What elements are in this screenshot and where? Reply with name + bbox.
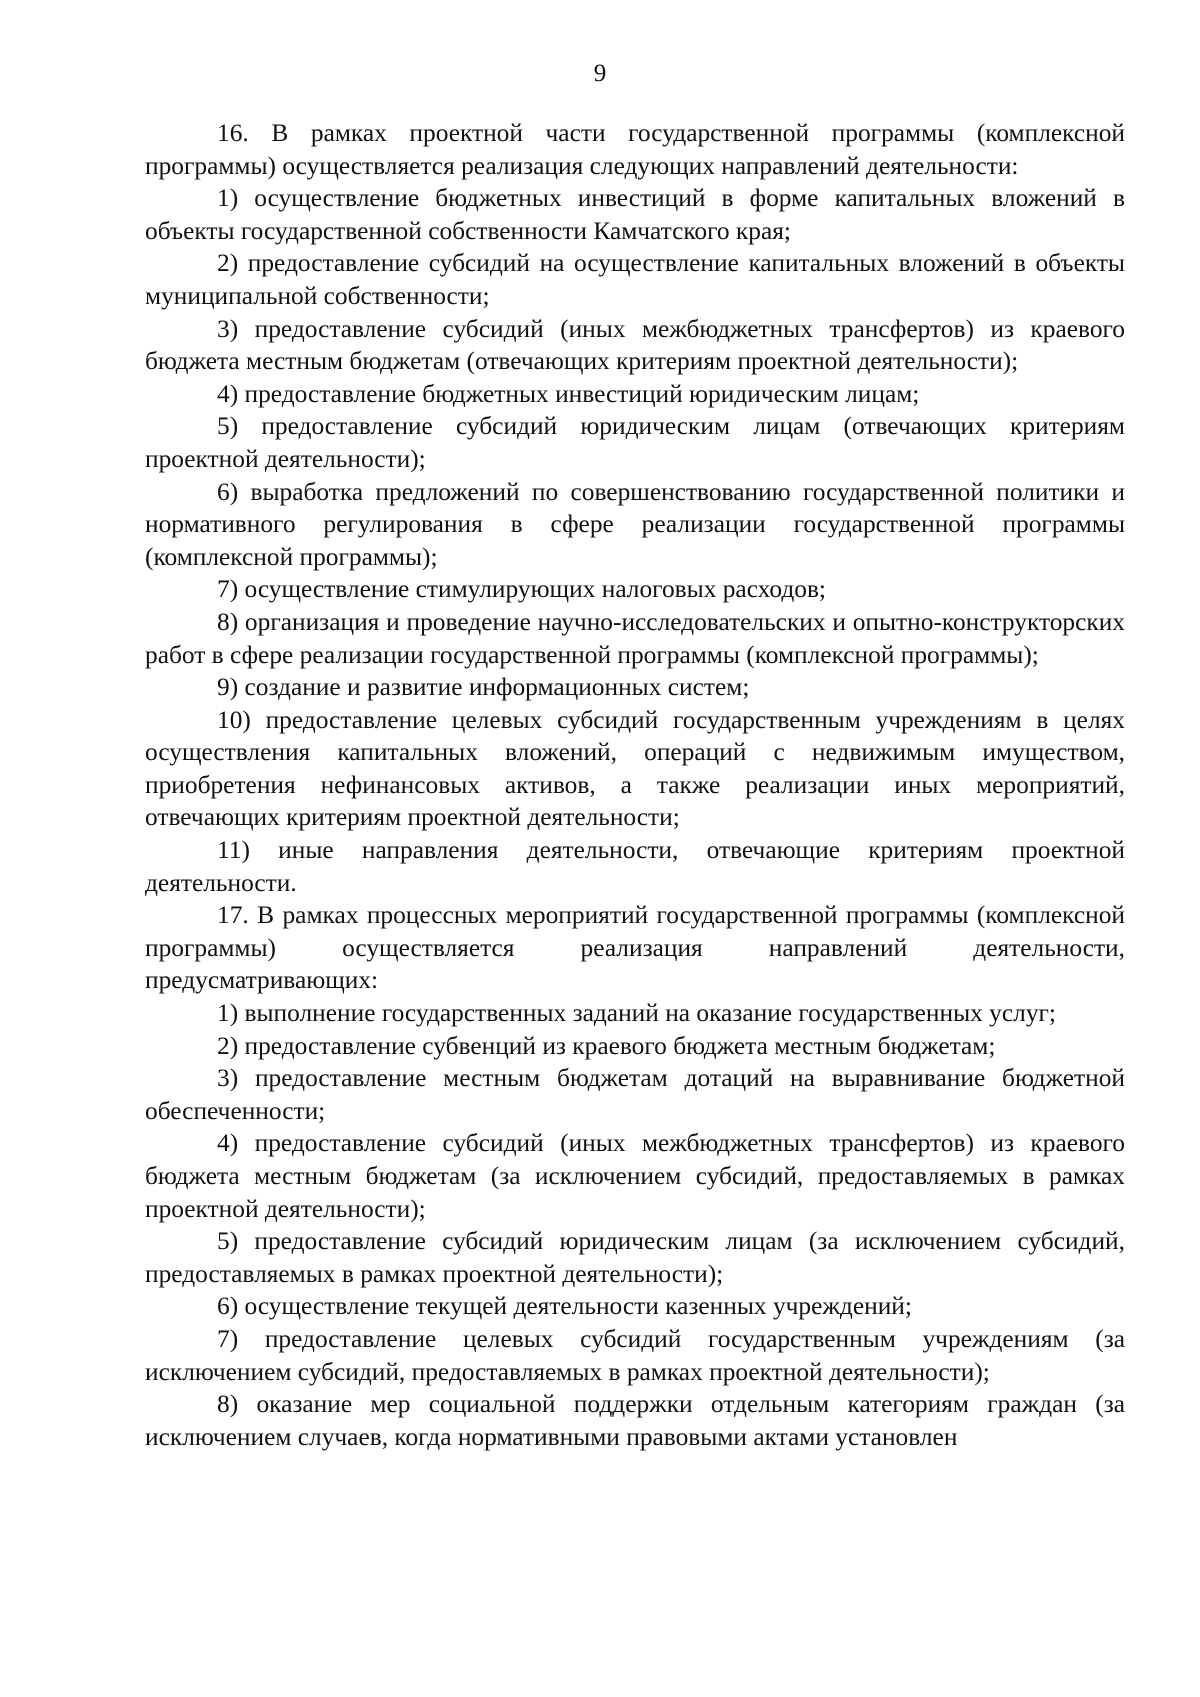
list-item: 4) предоставление субсидий (иных межбюджетных трансфертов) из краевого бюджета местным бюджетам (за исключением субсидий, предоставляемых в рамках проектной деятельности); [145, 1129, 1125, 1223]
list-item: 10) предоставление целевых субсидий государственным учреждениям в целях осуществления капитальных вложений, операций с недвижимым имуществом, приобретения нефинансовых активов, а также реализации иных мероприятий, отвечающих критериям проектной деятельности; [145, 705, 1125, 832]
document-body [145, 117, 1125, 1453]
paragraph-16: 16. В рамках проектной части государственной программы (комплексной программы) осуществляется реализация следующих направлений деятельности: [145, 119, 1125, 180]
page-number: 9 [593, 60, 607, 87]
list-item: 11) иные направления деятельности, отвечающие критериям проектной деятельности. [145, 836, 1125, 897]
list-item: 9) создание и развитие информационных систем; [217, 673, 750, 702]
paragraph-17: 17. В рамках процессных мероприятий государственной программы (комплексной программы) осуществляется реализация направлений деятельности, предусматривающих: [145, 901, 1125, 995]
list-item: 2) предоставление субвенций из краевого бюджета местным бюджетам; [217, 1031, 996, 1060]
list-item: 1) выполнение государственных заданий на оказание государственных услуг; [217, 999, 1056, 1028]
list-item: 7) предоставление целевых субсидий государственным учреждениям (за исключением субсидий, предоставляемых в рамках проектной деятельности); [145, 1324, 1125, 1386]
list-item: 4) предоставление бюджетных инвестиций юридическим лицам; [217, 379, 920, 408]
list-item: 3) предоставление местным бюджетам дотаций на выравнивание бюджетной обеспеченности; [145, 1064, 1125, 1125]
list-item: 6) выработка предложений по совершенствованию государственной политики и нормативного регулирования в сфере реализации государственной программы (комплексной программы); [145, 477, 1125, 571]
list-item: 5) предоставление субсидий юридическим лицам (за исключением субсидий, предоставляемых в рамках проектной деятельности); [145, 1227, 1125, 1288]
list-item: 5) предоставление субсидий юридическим лицам (отвечающих критериям проектной деятельности); [145, 412, 1125, 473]
list-item: 2) предоставление субсидий на осуществление капитальных вложений в объекты муниципальной собственности; [145, 249, 1125, 310]
list-item: 6) осуществление текущей деятельности казенных учреждений; [217, 1292, 912, 1321]
list-item: 3) предоставление субсидий (иных межбюджетных трансфертов) из краевого бюджета местным бюджетам (отвечающих критериям проектной деятельности); [145, 314, 1125, 376]
list-item: 1) осуществление бюджетных инвестиций в форме капитальных вложений в объекты государственной собственности Камчатского края; [145, 184, 1125, 245]
list-item: 7) осуществление стимулирующих налоговых расходов; [217, 575, 826, 604]
list-item: 8) организация и проведение научно-исследовательских и опытно-конструкторских работ в сфере реализации государственной программы (комплексной программы); [145, 607, 1125, 669]
list-item: 8) оказание мер социальной поддержки отдельным категориям граждан (за исключением случаев, когда нормативными правовыми актами установлен [145, 1390, 1125, 1451]
